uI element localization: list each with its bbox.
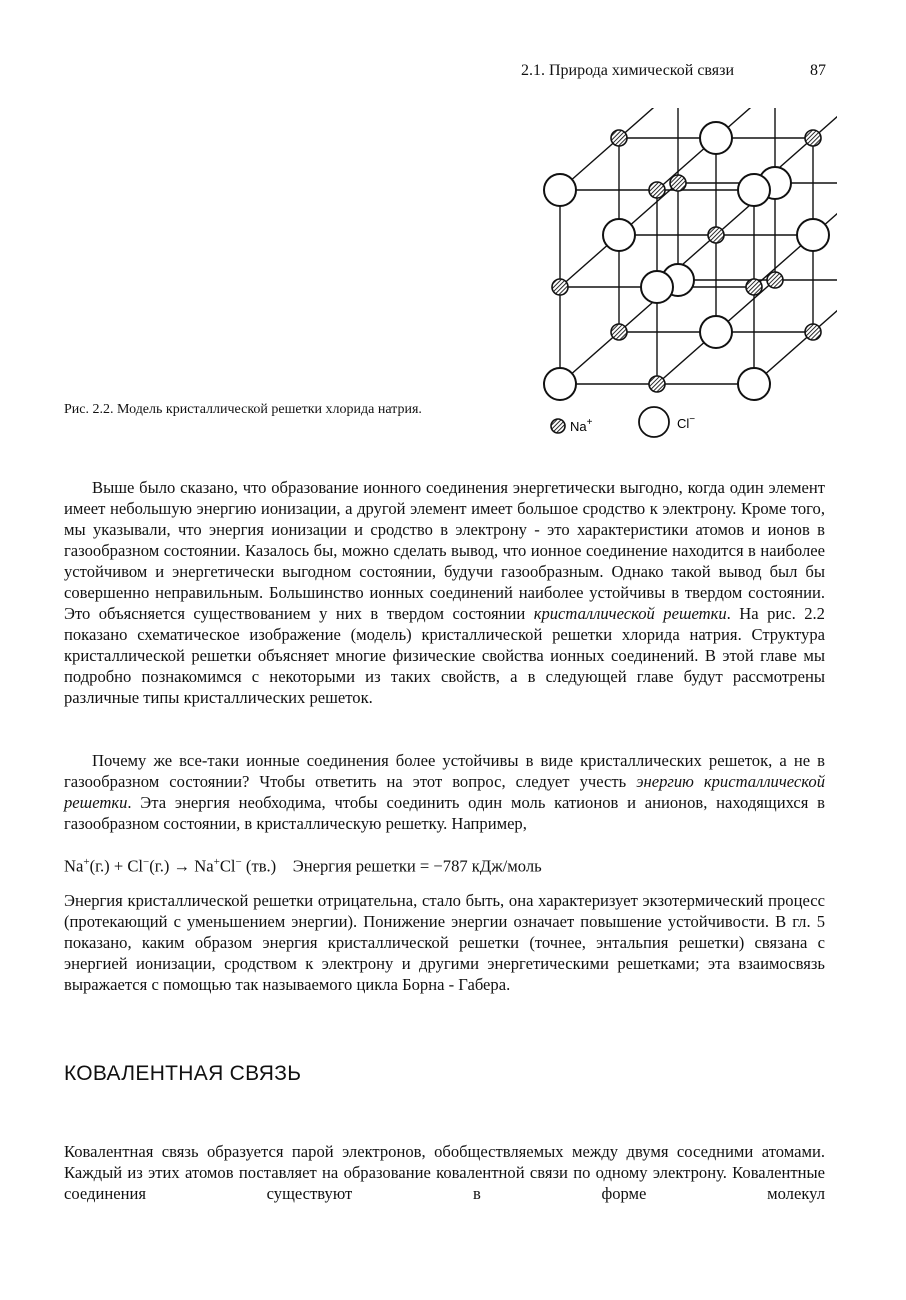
figure-caption: Рис. 2.2. Модель кристаллической решетки хлорида натрия.	[64, 402, 422, 417]
term-lattice-energy: энергию кристаллической решетки	[64, 772, 825, 812]
na-legend-label: Na+	[570, 417, 593, 434]
na-ion	[805, 324, 821, 340]
na-ion	[708, 227, 724, 243]
nacl-lattice-figure	[537, 108, 837, 448]
paragraph-2: Почему же все-таки ионные соединения более устойчивы в виде кристаллических решеток, а не в газообразном состоянии? Чтобы ответить на этот вопрос, следует учесть энергию кристаллической решетки. Эта энергия необходима, чтобы соединить один моль катионов и анионов, находящихся в газообразном состоянии, в кристаллическую решетку. Например,	[64, 751, 825, 833]
cl-ion-legend-icon	[639, 407, 669, 437]
paragraph-1: Выше было сказано, что образование ионного соединения энергетически выгодно, когда один элемент имеет небольшую энергию ионизации, а другой элемент имеет большое сродство к электрону. Кроме того, мы указывали, что энергия ионизации и сродство в электрону - это характеристики атомов и ионов в газообразном состоянии. Казалось бы, можно сделать вывод, что ионное соединение находится в наиболее устойчивом и энергетически выгодном состоянии, будучи газообразным. Однако такой вывод был бы совершенно неправильным. Большинство ионных соединений наиболее устойчивы в твердом состоянии. Это объясняется существованием у них в твердом состоянии кристаллической решетки. На рис. 2.2 показано схематическое изображение (модель) кристаллической решетки хлорида натрия. Структура кристаллической решетки объясняет многие физические свойства ионных соединений. В этой главе мы подробно познакомимся с некоторыми из таких свойств, а в следующей главе будут рассмотрены различные типы кристаллических решеток.	[64, 478, 825, 707]
na-ion	[611, 324, 627, 340]
na-ion	[649, 182, 665, 198]
lattice-model	[544, 108, 837, 400]
cl-ion	[603, 219, 635, 251]
running-title: 2.1. Природа химической связи	[521, 62, 735, 79]
na-ion	[805, 130, 821, 146]
cl-ion	[544, 174, 576, 206]
na-ion	[746, 279, 762, 295]
na-ion	[611, 130, 627, 146]
na-ion-legend-icon	[551, 419, 565, 433]
paragraph-4: Ковалентная связь образуется парой электронов, обобществляемых между двумя соседними атомами. Каждый из этих атомов поставляет на образование ковалентной связи по одному электрону. Ковалентные соединения существуют в форме молекул	[64, 1142, 825, 1203]
na-ion	[670, 175, 686, 191]
cl-ion	[738, 174, 770, 206]
term-crystal-lattice: кристаллической решетки	[533, 604, 727, 623]
na-ion	[649, 376, 665, 392]
cl-ion	[738, 368, 770, 400]
na-ion	[767, 272, 783, 288]
cl-ion	[797, 219, 829, 251]
lattice-energy-equation: Na+(г.) + Cl−(г.) → Na+Cl− (тв.) Энергия решетки = −787 кДж/моль	[64, 856, 542, 876]
cl-ion	[700, 122, 732, 154]
running-header	[521, 62, 826, 80]
section-title: КОВАЛЕНТНАЯ СВЯЗЬ	[64, 1062, 302, 1085]
paragraph-3: Энергия кристаллической решетки отрицательна, стало быть, она характеризует экзотермический процесс (протекающий с уменьшением энергии). Понижение энергии означает повышение устойчивости. В гл. 5 показано, каким образом энергия кристаллической решетки (точнее, энтальпия решетки) связана с энергией ионизации, сродством к электрону и другими энергетическими решетками; эта взаимосвязь выражается с помощью так называемого цикла Борна - Габера.	[64, 891, 825, 994]
page-number: 87	[810, 62, 826, 79]
cl-ion	[641, 271, 673, 303]
cl-ion	[544, 368, 576, 400]
na-ion	[552, 279, 568, 295]
energy-value: Энергия решетки = −787 кДж/моль	[292, 856, 542, 876]
cl-ion	[700, 316, 732, 348]
figure-legend	[551, 407, 695, 437]
cl-legend-label: Cl−	[677, 414, 696, 431]
